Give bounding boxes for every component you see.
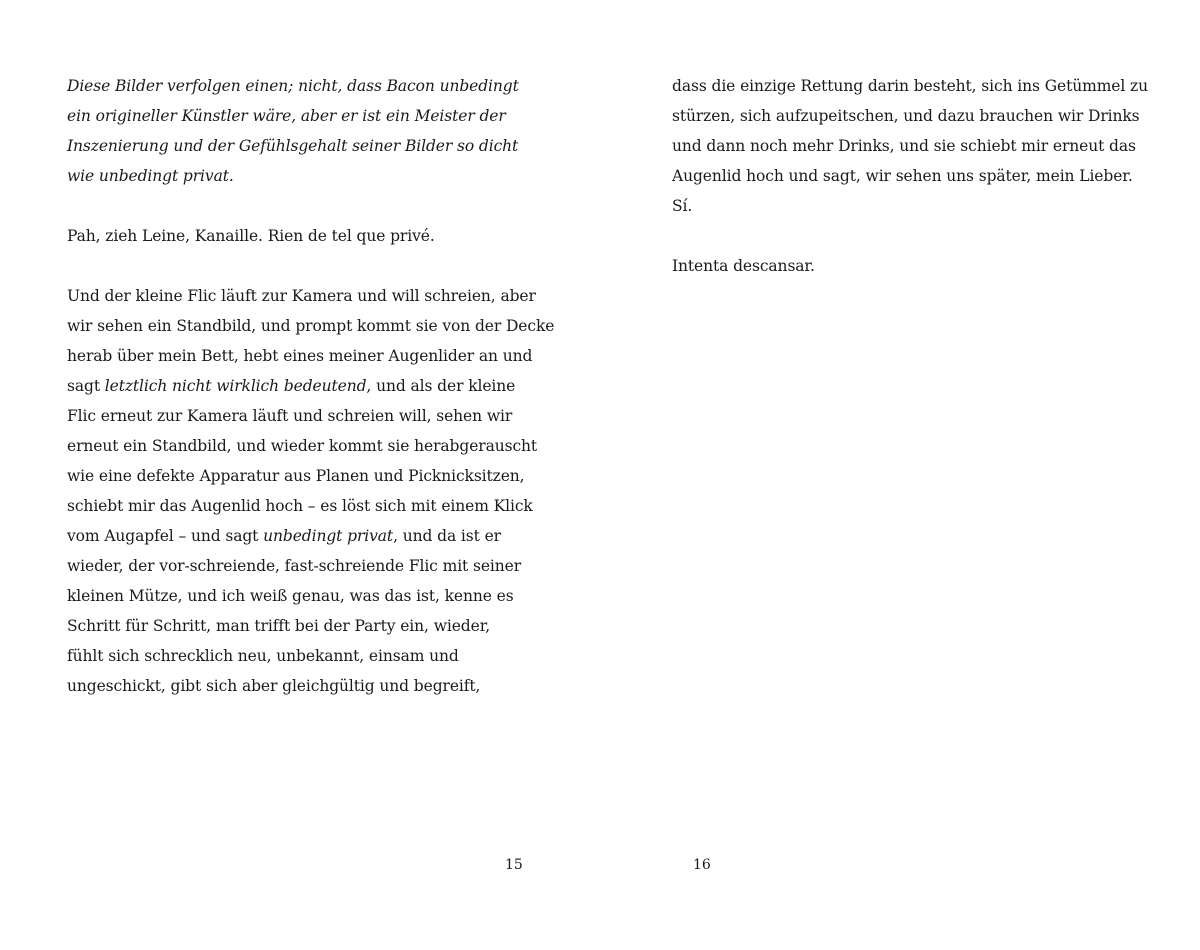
line-text: , und als der kleine	[366, 377, 516, 395]
paragraph-line: dass die einzige Rettung darin besteht, sich ins Getümmel zu	[672, 77, 1148, 95]
paragraph-line: Und der kleine Flic läuft zur Kamera und will schreien, aber	[67, 287, 536, 305]
page-number-right: 16	[693, 857, 711, 873]
paragraph-line: Sí.	[672, 197, 693, 215]
paragraph-line	[67, 371, 554, 401]
quote-line: Inszenierung und der Gefühlsgehalt seiner Bilder so dicht	[67, 137, 519, 155]
paragraph-line: schiebt mir das Augenlid hoch – es löst sich mit einem Klick	[67, 497, 533, 515]
paragraph-line: wie eine defekte Apparatur aus Planen und Picknicksitzen,	[67, 467, 525, 485]
paragraph-line: stürzen, sich aufzupeitschen, und dazu brauchen wir Drinks	[672, 107, 1140, 125]
paragraph-line: wir sehen ein Standbild, und prompt kommt sie von der Decke	[67, 317, 555, 335]
right-page	[600, 0, 1200, 950]
paragraph-line: fühlt sich schrecklich neu, unbekannt, einsam und	[67, 647, 459, 665]
paragraph-line: ungeschickt, gibt sich aber gleichgültig und begreift,	[67, 677, 481, 695]
paragraph-line: Schritt für Schritt, man trifft bei der Party ein, wieder,	[67, 617, 491, 635]
paragraph-line: herab über mein Bett, hebt eines meiner Augenlider an und	[67, 347, 533, 365]
paragraph-line: Intenta descansar.	[672, 257, 815, 275]
left-page-text	[67, 71, 554, 701]
line-text: sagt	[67, 377, 105, 395]
paragraph-line: und dann noch mehr Drinks, und sie schiebt mir erneut das	[672, 137, 1136, 155]
paragraph-line: Pah, zieh Leine, Kanaille. Rien de tel que privé.	[67, 227, 435, 245]
paragraph-line: wieder, der vor-schreiende, fast-schreiende Flic mit seiner	[67, 557, 522, 575]
paragraph-line: Augenlid hoch und sagt, wir sehen uns später, mein Lieber.	[672, 167, 1133, 185]
paragraph-line	[67, 521, 554, 551]
paragraph-line: Flic erneut zur Kamera läuft und schreien will, sehen wir	[67, 407, 513, 425]
line-text: vom Augapfel – und sagt	[67, 527, 264, 545]
italic-phrase: unbedingt privat	[263, 527, 394, 545]
page-number-left: 15	[505, 857, 523, 873]
italic-phrase: letztlich nicht wirklich bedeutend	[104, 377, 367, 395]
quote-line: wie unbedingt privat.	[67, 167, 234, 185]
line-text: , und da ist er	[393, 527, 501, 545]
paragraph-line: kleinen Mütze, und ich weiß genau, was das ist, kenne es	[67, 587, 514, 605]
quote-line: ein origineller Künstler wäre, aber er ist ein Meister der	[67, 107, 506, 125]
right-page-text	[672, 71, 1148, 281]
quote-line: Diese Bilder verfolgen einen; nicht, dass Bacon unbedingt	[67, 77, 519, 95]
paragraph-line: erneut ein Standbild, und wieder kommt sie herabgerauscht	[67, 437, 538, 455]
